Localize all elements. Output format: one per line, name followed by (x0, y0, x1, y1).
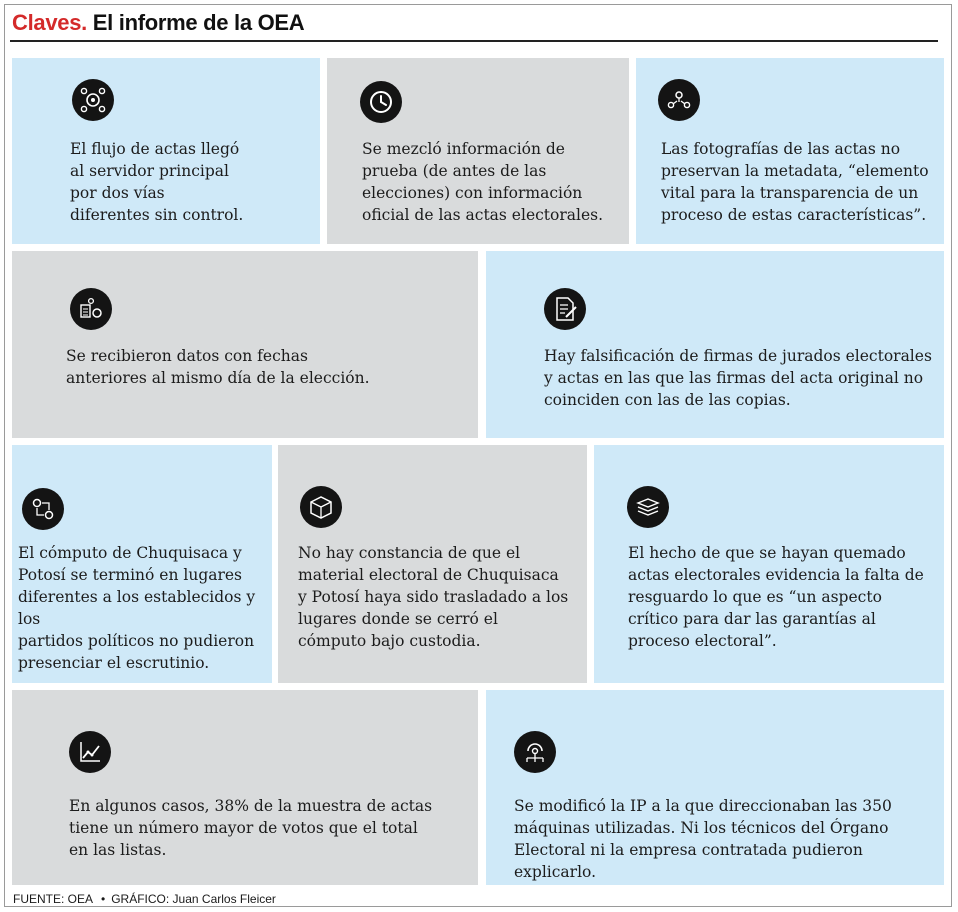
footer-bullet: • (101, 892, 106, 906)
card-computo-chuquisaca (12, 445, 272, 683)
card-text: El hecho de que se hayan quemado actas electorales evidencia la falta de resguardo lo que es “un aspecto crítico para dar las garantías al proceso electoral”. (628, 544, 924, 650)
footer-credits (13, 892, 276, 906)
title-text: El informe de la OEA (86, 10, 305, 35)
title-keyword: Claves. (12, 10, 87, 35)
card-falsificacion-firmas (486, 251, 944, 438)
server-network-icon (514, 731, 556, 773)
card-text: Las fotografías de las actas no preservan la metadata, “elemento vital para la transparencia de un proceso de estas características”. (661, 140, 929, 224)
people-network-icon (658, 79, 700, 121)
card-actas-quemadas (594, 445, 944, 683)
card-actas-flujo (12, 58, 320, 244)
card-text: Se recibieron datos con fechas anteriores al mismo día de la elección. (66, 347, 370, 387)
card-material-electoral (278, 445, 587, 683)
gears-network-icon (72, 79, 114, 121)
card-text: El cómputo de Chuquisaca y Potosí se terminó en lugares diferentes a los establecidos y los partidos políticos no pudieron presenciar el escrutinio. (18, 544, 256, 672)
card-text: Hay falsificación de firmas de jurados electorales y actas en las que las firmas del acta original no coinciden con las de las copias. (544, 347, 932, 409)
workflow-gears-icon (22, 488, 64, 530)
paper-stack-icon (627, 486, 669, 528)
card-text: Se modificó la IP a la que direccionaban las 350 máquinas utilizadas. Ni los técnicos del Órgano Electoral ni la empresa contratada pudieron explicarlo. (514, 797, 892, 881)
clock-icon (360, 81, 402, 123)
line-chart-icon (69, 731, 111, 773)
card-text: El flujo de actas llegó al servidor principal por dos vías diferentes sin control. (70, 140, 244, 224)
card-datos-fechas (12, 251, 478, 438)
card-text: No hay constancia de que el material electoral de Chuquisaca y Potosí haya sido trasladado a los lugares donde se cerró el cómputo bajo custodia. (298, 544, 569, 650)
header (12, 6, 938, 40)
card-text: Se mezcló información de prueba (de antes de las elecciones) con información oficial de las actas electorales. (362, 140, 604, 224)
box-package-icon (300, 486, 342, 528)
credit-label: GRÁFICO: Juan Carlos Fleicer (111, 892, 276, 906)
card-informacion-prueba (327, 58, 629, 244)
document-signature-icon (544, 288, 586, 330)
card-muestra-actas (12, 690, 478, 885)
card-text: En algunos casos, 38% de la muestra de actas tiene un número mayor de votos que el total en las listas. (69, 797, 433, 859)
page-title (12, 10, 304, 36)
title-rule (10, 40, 938, 42)
data-process-icon (70, 288, 112, 330)
card-modificacion-ip (486, 690, 944, 885)
card-fotografias-metadata (636, 58, 944, 244)
source-label: FUENTE: OEA (13, 892, 94, 906)
